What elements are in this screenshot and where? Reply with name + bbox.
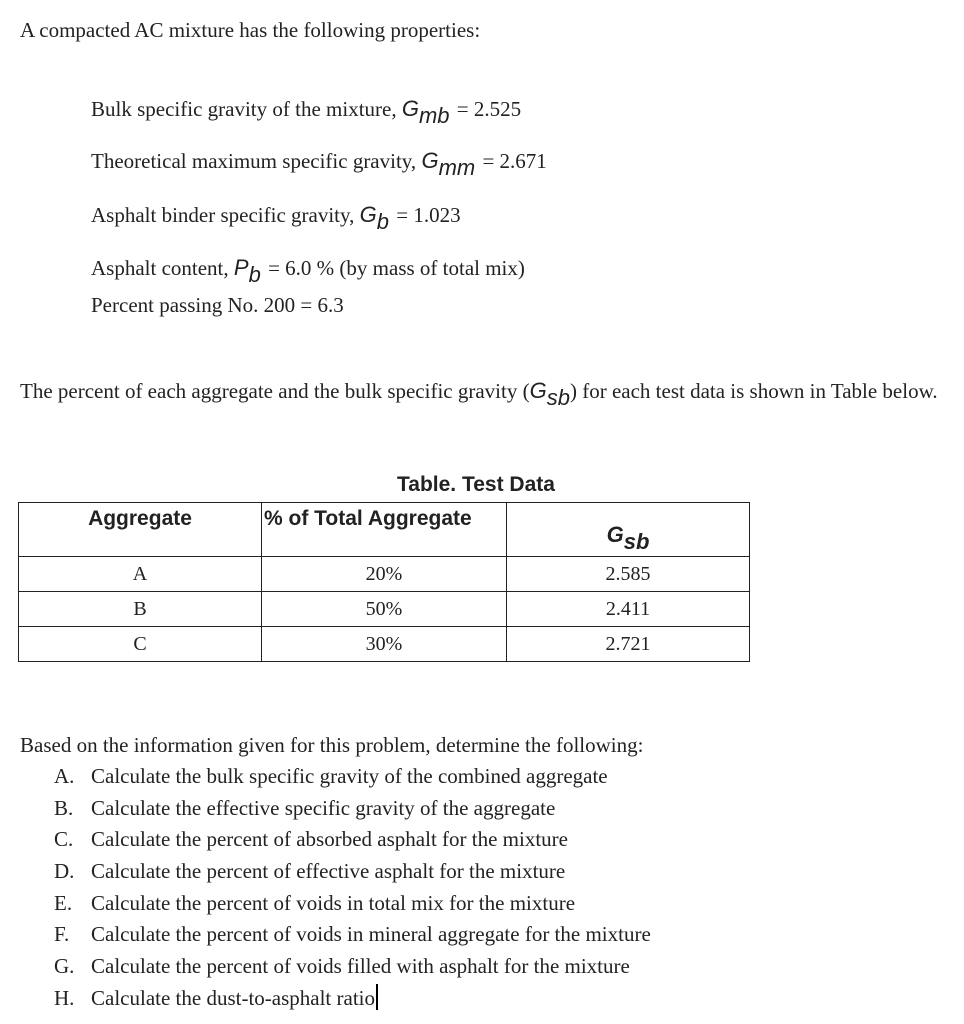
property-pb [91,255,525,287]
property-label: Asphalt content, [91,256,234,280]
symbol-g: $G_{mm}$ [421,148,476,180]
property-passing-200: Percent passing No. 200 = 6.3 [91,293,344,317]
test-data-table [18,502,750,662]
list-item: F. Calculate the percent of voids in mineral aggregate for the mixture [54,922,651,947]
header-gsb: $G_{sb}$ [507,503,750,557]
list-item: H. Calculate the dust-to-asphalt ratio [54,983,651,1015]
cell-percent: 30% [262,627,507,662]
task-list [54,761,651,1015]
property-label: Bulk specific gravity of the mixture, [91,97,402,121]
table-intro-paragraph: The percent of each aggregate and the bulk specific gravity $(G_{sb})$ for each test data is shown in Table below. [20,378,938,410]
cell-gsb: 2.721 [507,627,750,662]
cell-gsb: 2.585 [507,557,750,592]
table-row [19,627,750,662]
symbol-g: $G_b$ [359,202,390,234]
property-label: Theoretical maximum specific gravity, [91,149,422,173]
cell-gsb: 2.411 [507,592,750,627]
table-header-row [19,503,750,557]
header-aggregate: Aggregate [19,503,262,557]
list-item: D. Calculate the percent of effective asphalt for the mixture [54,859,566,884]
intro-text: A compacted AC mixture has the following properties: [20,18,481,42]
cell-aggregate: A [19,557,262,592]
symbol-g: $G_{mb}$ [401,96,450,128]
table-row [19,592,750,627]
property-value: = 2.525 [456,97,522,121]
cell-percent: 20% [262,557,507,592]
list-item: E. Calculate the percent of voids in total mix for the mixture [54,890,576,915]
property-value: = 6.0 % (by mass of total mix) [268,256,525,280]
cell-percent: 50% [262,592,507,627]
cell-aggregate: B [19,592,262,627]
list-item: C. Calculate the percent of absorbed asphalt for the mixture [54,827,568,852]
list-item: A. Calculate the bulk specific gravity of the combined aggregate [54,764,608,788]
question-text: Based on the information given for this problem, determine the following: [20,733,644,757]
property-gmm [91,148,547,180]
table-row [19,557,750,592]
property-label: Asphalt binder specific gravity, [91,203,360,227]
property-value: = 2.671 [482,149,547,173]
symbol-gsb: $G_{sb}$ [529,378,570,410]
list-item: G. Calculate the percent of voids filled with asphalt for the mixture [54,954,630,979]
cell-aggregate: C [19,627,262,662]
symbol-p: $P_b$ [233,255,261,287]
property-gmb [91,96,522,128]
property-value: = 1.023 [396,203,461,227]
list-item: B. Calculate the effective specific gravity of the aggregate [54,795,556,820]
property-gb [91,202,461,234]
text-cursor[interactable] [376,984,378,1010]
header-percent: % of Total Aggregate [262,503,507,557]
